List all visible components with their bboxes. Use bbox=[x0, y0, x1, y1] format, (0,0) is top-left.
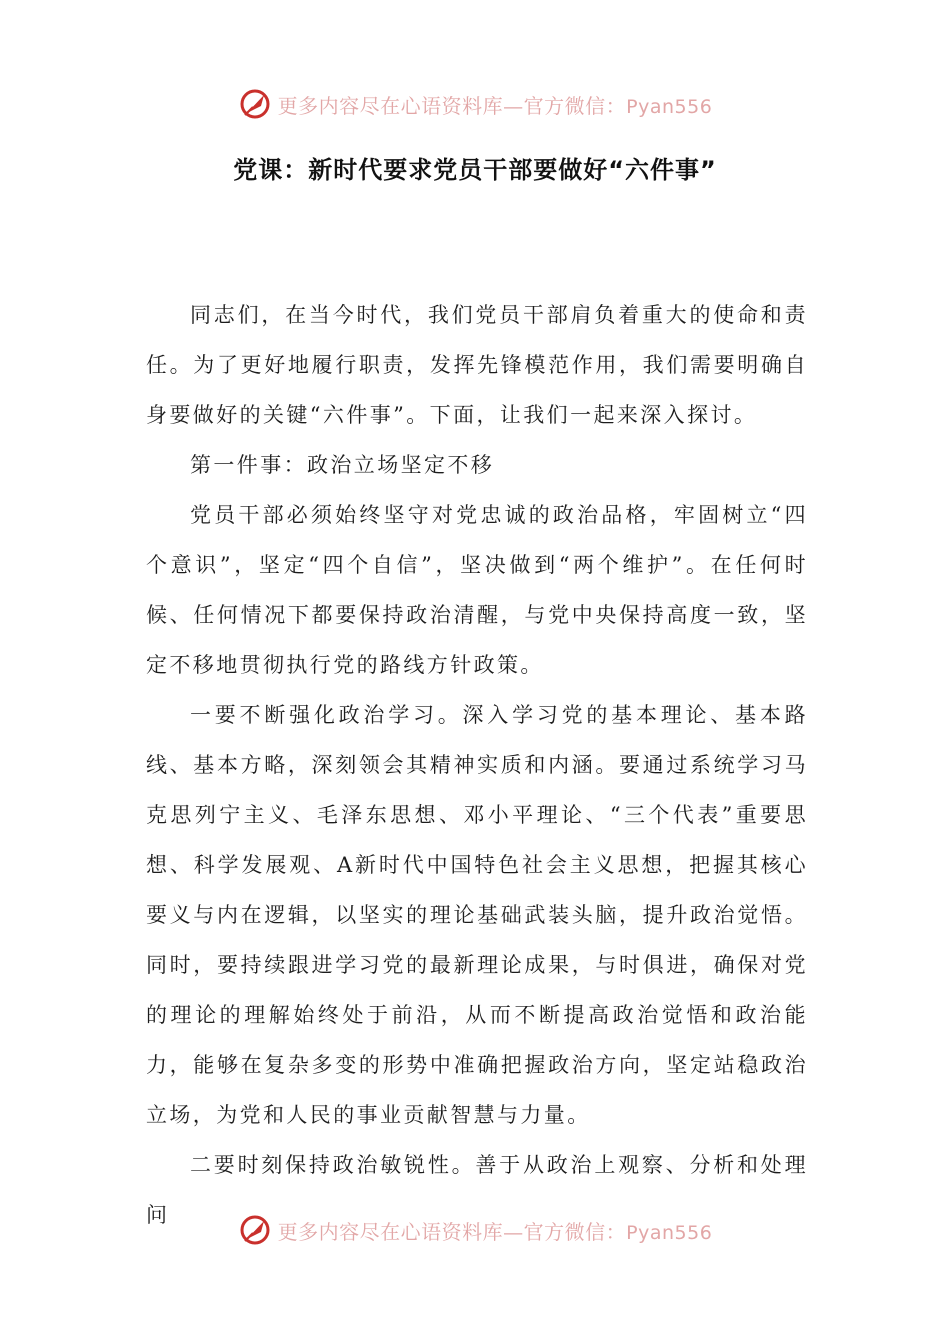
watermark-banner-bottom bbox=[0, 1210, 950, 1250]
paragraph-political-study: 一要不断强化政治学习。深入学习党的基本理论、基本路线、基本方略，深刻领会其精神实质和内涵。要通过系统学习马克思列宁主义、毛泽东思想、邓小平理论、“三个代表”重要思想、科学发展观、A新时代中国特色社会主义思想，把握其核心要义与内在逻辑，以坚实的理论基础武装头脑，提升政治觉悟。同时，要持续跟进学习党的最新理论成果，与时俱进，确保对党的理论的理解始终处于前沿，从而不断提高政治觉悟和政治能力，能够在复杂多变的形势中准确把握政治方向，坚定站稳政治立场，为党和人民的事业贡献智慧与力量。 bbox=[146, 703, 808, 1127]
paragraph-political-loyalty: 党员干部必须始终坚守对党忠诚的政治品格，牢固树立“四个意识”，坚定“四个自信”，坚决做到“两个维护”。在任何时候、任何情况下都要保持政治清醒，与党中央保持高度一致，坚定不移地贯彻执行党的路线方针政策。 bbox=[146, 503, 808, 677]
watermark-site-text: 更多内容尽在心语资料库—官方微信： bbox=[277, 93, 627, 118]
watermark-text bbox=[278, 90, 713, 119]
watermark-wechat-id: Pyan556 bbox=[626, 1221, 713, 1244]
watermark-wechat-id: Pyan556 bbox=[626, 95, 713, 118]
watermark-text bbox=[278, 1216, 713, 1245]
document-title: 党课：新时代要求党员干部要做好“六件事” bbox=[233, 156, 717, 184]
paragraph-intro: 同志们，在当今时代，我们党员干部肩负着重大的使命和责任。为了更好地履行职责，发挥先锋模范作用，我们需要明确自身要做好的关键“六件事”。下面，让我们一起来深入探讨。 bbox=[146, 303, 808, 427]
paragraph-political-sensitivity: 二要时刻保持政治敏锐性。善于从政治上观察、分析和处理问 bbox=[146, 1153, 808, 1227]
watermark-site-text: 更多内容尽在心语资料库—官方微信： bbox=[277, 1219, 627, 1244]
watermark-banner-top bbox=[0, 84, 950, 124]
quill-logo-icon bbox=[238, 87, 272, 121]
section-heading-first-thing: 第一件事：政治立场坚定不移 bbox=[190, 453, 495, 477]
document-body bbox=[146, 290, 808, 1240]
quill-logo-icon bbox=[238, 1213, 272, 1247]
